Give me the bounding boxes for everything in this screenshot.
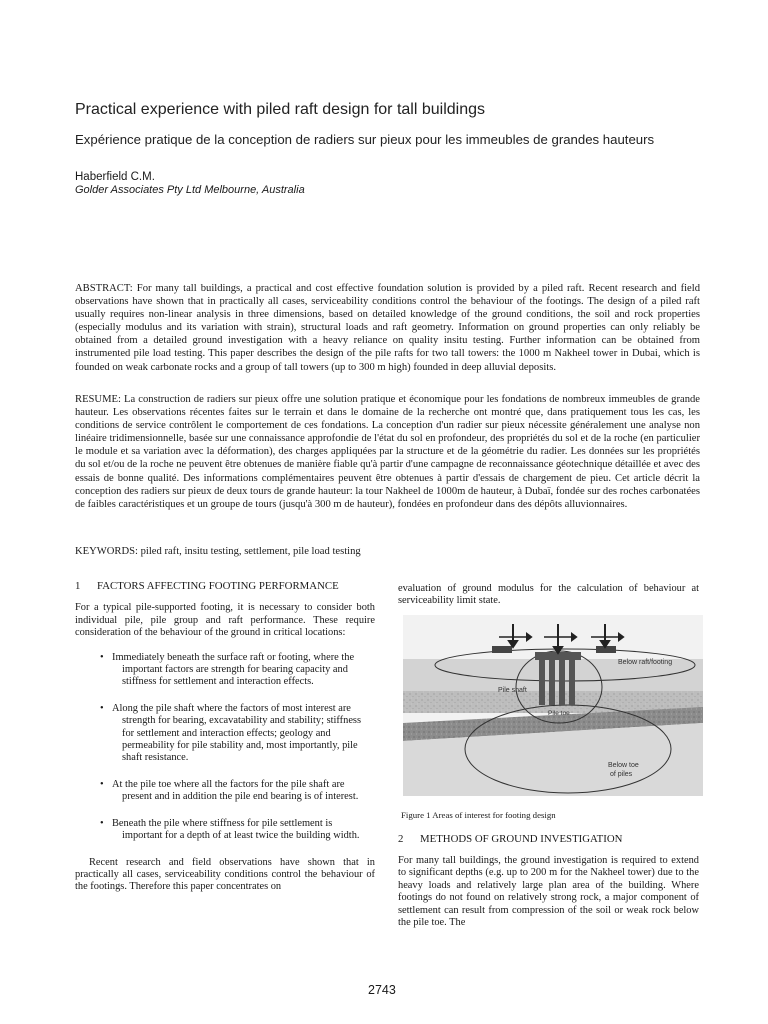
page-number: 2743 xyxy=(368,983,396,997)
bullet-text: At the pile toe where all the factors for the pile shaft are present and in addition the pile end bearing is of interest. xyxy=(112,778,359,803)
list-item xyxy=(75,652,375,689)
continuation-text: evaluation of ground modulus for the calculation of behaviour at serviceability limit state. xyxy=(398,583,699,607)
paper-title: Practical experience with piled raft design for tall buildings xyxy=(75,101,485,118)
label-below-toe: Below toe xyxy=(608,761,639,769)
list-item xyxy=(75,818,375,843)
bullet-icon: • xyxy=(100,778,104,790)
list-item xyxy=(75,703,375,765)
section1-title: FACTORS AFFECTING FOOTING PERFORMANCE xyxy=(97,580,339,592)
label-of-piles: of piles xyxy=(610,770,633,778)
bullet-text: Beneath the pile where stiffness for pile settlement is important for a depth of at least twice the building width. xyxy=(112,817,360,842)
section2-number: 2 xyxy=(398,832,404,845)
section2-text: For many tall buildings, the ground investigation is required to extend to significant depths (e.g. up to 200 m for the Nakheel tower) due to the heavy loads and relatively large plan area of the building. Where footings do not found on relatively strong rock, a major component of settlement can result from compression of the soil or weak rock below the pile toe. The xyxy=(398,855,699,929)
bullet-icon: • xyxy=(100,702,104,714)
figure-caption: Figure 1 Areas of interest for footing design xyxy=(401,810,556,821)
author: Haberfield C.M. xyxy=(75,171,155,183)
section1-number: 1 xyxy=(75,580,81,592)
paper-subtitle: Expérience pratique de la conception de radiers sur pieux pour les immeubles de grandes hauteurs xyxy=(75,132,655,147)
bullet-text: Immediately beneath the surface raft or footing, where the important factors are strength for bearing capacity and stiffness for settlement and interaction effects. xyxy=(112,651,355,688)
list-item xyxy=(75,779,375,804)
footing xyxy=(492,646,512,653)
pile xyxy=(539,660,545,705)
bullet-list xyxy=(75,652,375,843)
affiliation: Golder Associates Pty Ltd Melbourne, Australia xyxy=(75,184,305,196)
pile xyxy=(569,660,575,705)
section2-heading xyxy=(398,833,699,845)
bullet-icon: • xyxy=(100,817,104,829)
left-column xyxy=(75,580,375,894)
label-below-raft: Below raft/footing xyxy=(618,658,673,666)
right-column xyxy=(398,583,699,929)
bullet-icon: • xyxy=(100,651,104,663)
figure-1 xyxy=(403,615,703,796)
abstract: ABSTRACT: For many tall buildings, a practical and cost effective foundation solution is provided by a piled raft. Recent research and field observations have shown that in practically all cases, serviceability conditions control the behaviour of the footings. The design of a piled raft usually requires non-linear analysis in three dimensions, based on detailed knowledge of the ground conditions, the soil and rock properties (especially modulus and its variation with strain), structural loads and raft geometry. Information on ground properties can only reliably be obtained from a detailed ground investigation with a heavy reliance on quality insitu testing. Further information can be obtained from instrumented pile load testing. This paper describes the design of the pile rafts for two tall towers: the 1000 m Nakheel tower in Dubai, which is founded on weak carbonate rocks and a group of tall towers (up to 300 m high) founded in deep alluvial deposits. xyxy=(75,283,700,373)
section2-title: METHODS OF GROUND INVESTIGATION xyxy=(420,832,623,845)
pile xyxy=(549,660,555,705)
label-pile-shaft: Pile shaft xyxy=(498,686,527,694)
keywords: KEYWORDS: piled raft, insitu testing, settlement, pile load testing xyxy=(75,546,361,557)
resume: RESUME: La construction de radiers sur pieux offre une solution pratique et économique pour les fondations de nombreux immeubles de grande hauteur. Les observations récentes faites sur le terrain et dans le domaine de la recherche ont montré que, dans pratiquement tous les cas, les conditions de service contrôlent le comportement de ces fondations. La conception d'un radier sur pieux nécessite généralement une analyse non linéaire tridimensionnelle, basée sur une connaissance approfondie de l'état du sol en profondeur, des propriétés du sol et de la roche (en particulier le module et sa variation avec la déformation), des charges appliquées par la structure et de la géométrie du radier. Les données sur les propriétés du sol et/ou de la roche ne peuvent être obtenues de manière fiable qu'à partir d'une campagne de reconnaissance géotechnique détaillée et avec des essais de bonne qualité. Des informations complémentaires peuvent être obtenues à partir d'essais de chargement de pieu. Cet article décrit la conception des radiers sur pieux de deux tours de grande hauteur: la tour Nakheel de 1000m de hauteur, à Dubaï, fondée sur des roches carbonatées de faibles caractéristiques et un groupe de tours (jusqu'à 300 m de hauteur), fondées en profondeur dans des dépôts alluvionnaires. xyxy=(75,394,700,510)
label-pile-toe: Pile toe xyxy=(548,709,570,717)
pile xyxy=(559,660,565,705)
section1-heading xyxy=(75,580,375,592)
section1-intro: For a typical pile-supported footing, it is necessary to consider both individual pile, pile group and raft performance. These require consideration of the behaviour of the ground in critical locations: xyxy=(75,602,375,639)
bullet-text: Along the pile shaft where the factors of most interest are strength for bearing, excavatability and stability; stiffness for settlement and interaction effects; geology and permeability for pile stability and, most importantly, pile shaft resistance. xyxy=(112,702,362,764)
section1-closing: Recent research and field observations have shown that in practically all cases, serviceability conditions control the behaviour of the footings. Therefore this paper concentrates on xyxy=(75,856,375,893)
